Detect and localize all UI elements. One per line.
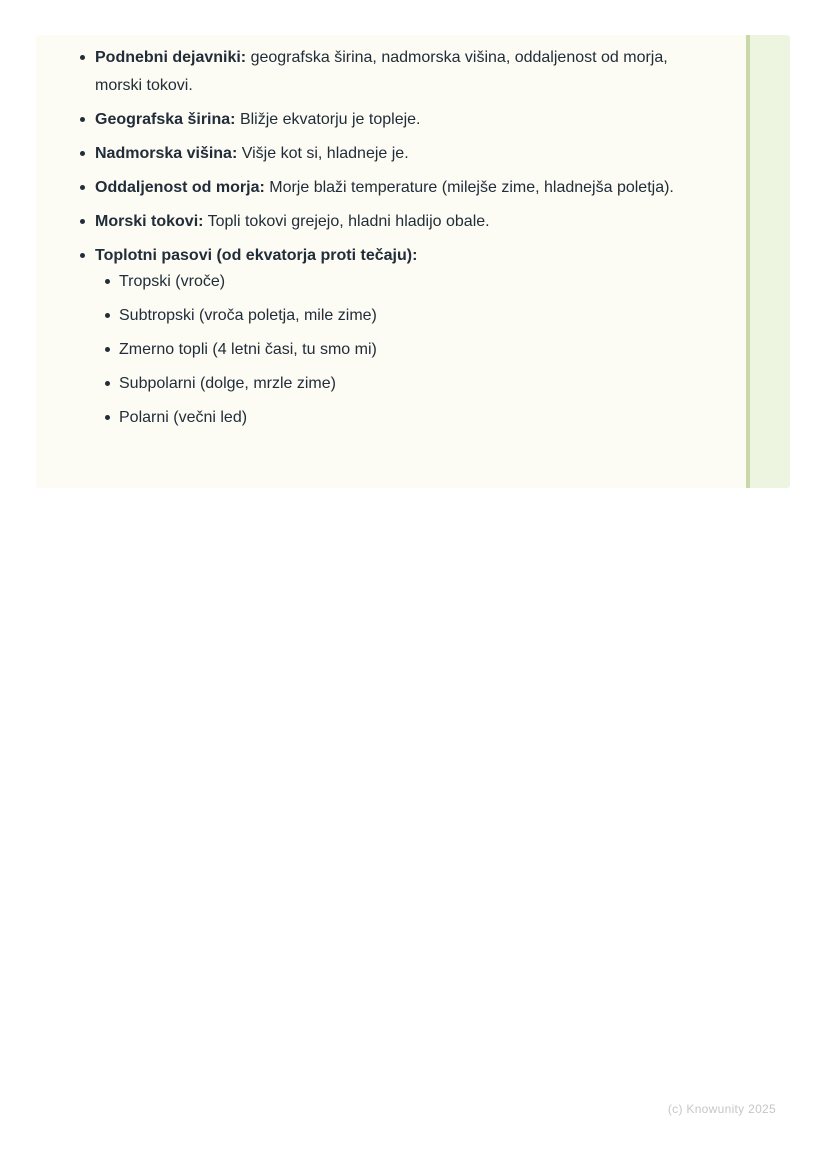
list-item-text: geografska širina, nadmorska višina, oddaljenost od morja, morski tokovi. — [95, 49, 668, 94]
bullet-icon — [105, 279, 110, 284]
bullet-icon — [80, 55, 85, 60]
bullet-icon — [105, 313, 110, 318]
sub-list-item-text: Subpolarni (dolge, mrzle zime) — [119, 375, 336, 392]
bullet-icon — [80, 151, 85, 156]
note-card — [36, 35, 790, 488]
list-item-text: Morje blaži temperature (milejše zime, hladnejša poletja). — [264, 179, 674, 196]
sub-list-item — [119, 336, 695, 364]
bullet-icon — [105, 347, 110, 352]
list-item — [95, 140, 695, 168]
footer-credit: (c) Knowunity 2025 — [667, 1102, 776, 1116]
list-item-lead: Nadmorska višina: — [95, 145, 238, 162]
list-item — [95, 44, 695, 100]
list-item-lead: Geografska širina: — [95, 111, 236, 128]
sub-list-item — [119, 370, 695, 398]
sub-list — [95, 268, 695, 432]
sub-list-item — [119, 404, 695, 432]
list-item-lead: Podnebni dejavniki: — [95, 49, 247, 66]
list-item — [95, 174, 695, 202]
accent-bar — [746, 35, 790, 488]
sub-list-item — [119, 302, 695, 330]
sub-list-item — [119, 268, 695, 296]
sub-list-item-text: Zmerno topli (4 letni časi, tu smo mi) — [119, 341, 377, 358]
list-item-lead: Oddaljenost od morja: — [95, 179, 265, 196]
list-item-text: Topli tokovi grejejo, hladni hladijo obale. — [203, 213, 490, 230]
list-item — [95, 106, 695, 134]
sub-list-item-text: Subtropski (vroča poletja, mile zime) — [119, 307, 377, 324]
sub-list-item-text: Tropski (vroče) — [119, 273, 226, 290]
note-list — [95, 44, 695, 438]
bullet-icon — [80, 219, 85, 224]
bullet-icon — [80, 185, 85, 190]
list-item — [95, 208, 695, 236]
list-item — [95, 242, 695, 432]
sub-list-item-text: Polarni (večni led) — [119, 409, 248, 426]
list-item-lead: Morski tokovi: — [95, 213, 204, 230]
bullet-icon — [105, 381, 110, 386]
bullet-icon — [105, 415, 110, 420]
list-item-lead: Toplotni pasovi (od ekvatorja proti tečaju): — [95, 247, 418, 264]
bullet-icon — [80, 117, 85, 122]
list-item-text: Višje kot si, hladneje je. — [237, 145, 409, 162]
bullet-icon — [80, 253, 85, 258]
list-item-text: Bližje ekvatorju je topleje. — [235, 111, 421, 128]
